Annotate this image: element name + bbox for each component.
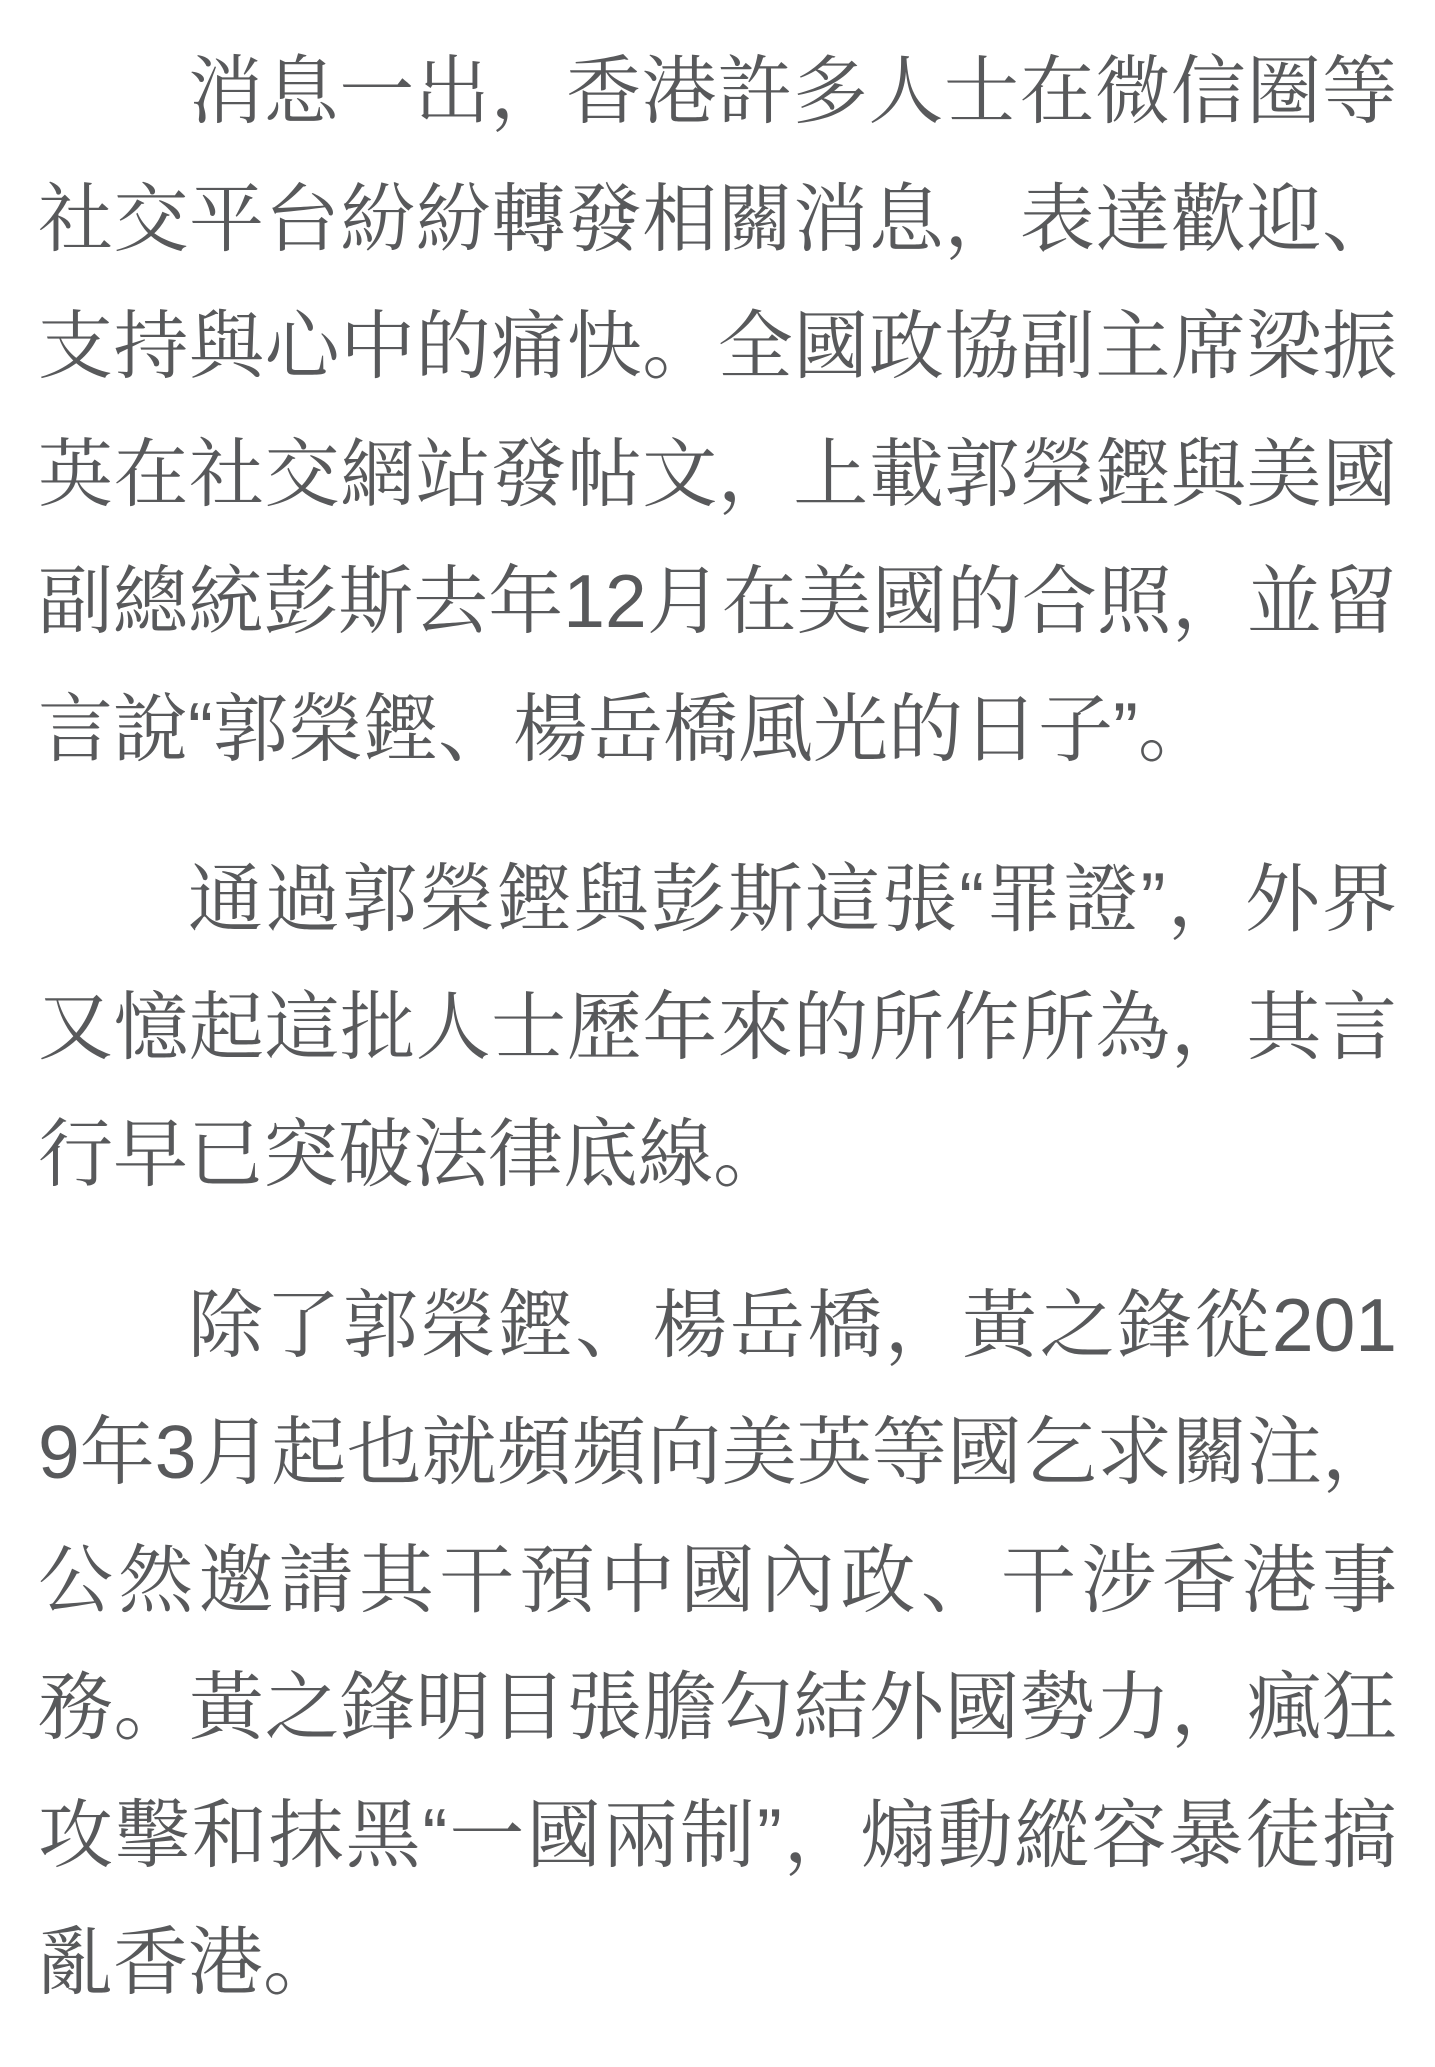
paragraph-2: 通過郭榮鏗與彭斯這張“罪證”，外界又憶起這批人士歷年來的所作所為，其言行早已突破法律底線。 — [38, 857, 1397, 1196]
paragraph-1: 消息一出，香港許多人士在微信圈等社交平台紛紛轉發相關消息，表達歡迎、支持與心中的痛快。全國政協副主席梁振英在社交網站發帖文，上載郭榮鏗與美國副總統彭斯去年12月在美國的合照，並留言說“郭榮鏗、楊岳橋風光的日子”。 — [38, 49, 1397, 771]
paragraph-3: 除了郭榮鏗、楊岳橋，黃之鋒從2019年3月起也就頻頻向美英等國乞求關注，公然邀請其干預中國內政、干涉香港事務。黃之鋒明目張膽勾結外國勢力，瘋狂攻擊和抹黑“一國兩制”，煽動縱容暴徒搞亂香港。 — [38, 1282, 1397, 2004]
